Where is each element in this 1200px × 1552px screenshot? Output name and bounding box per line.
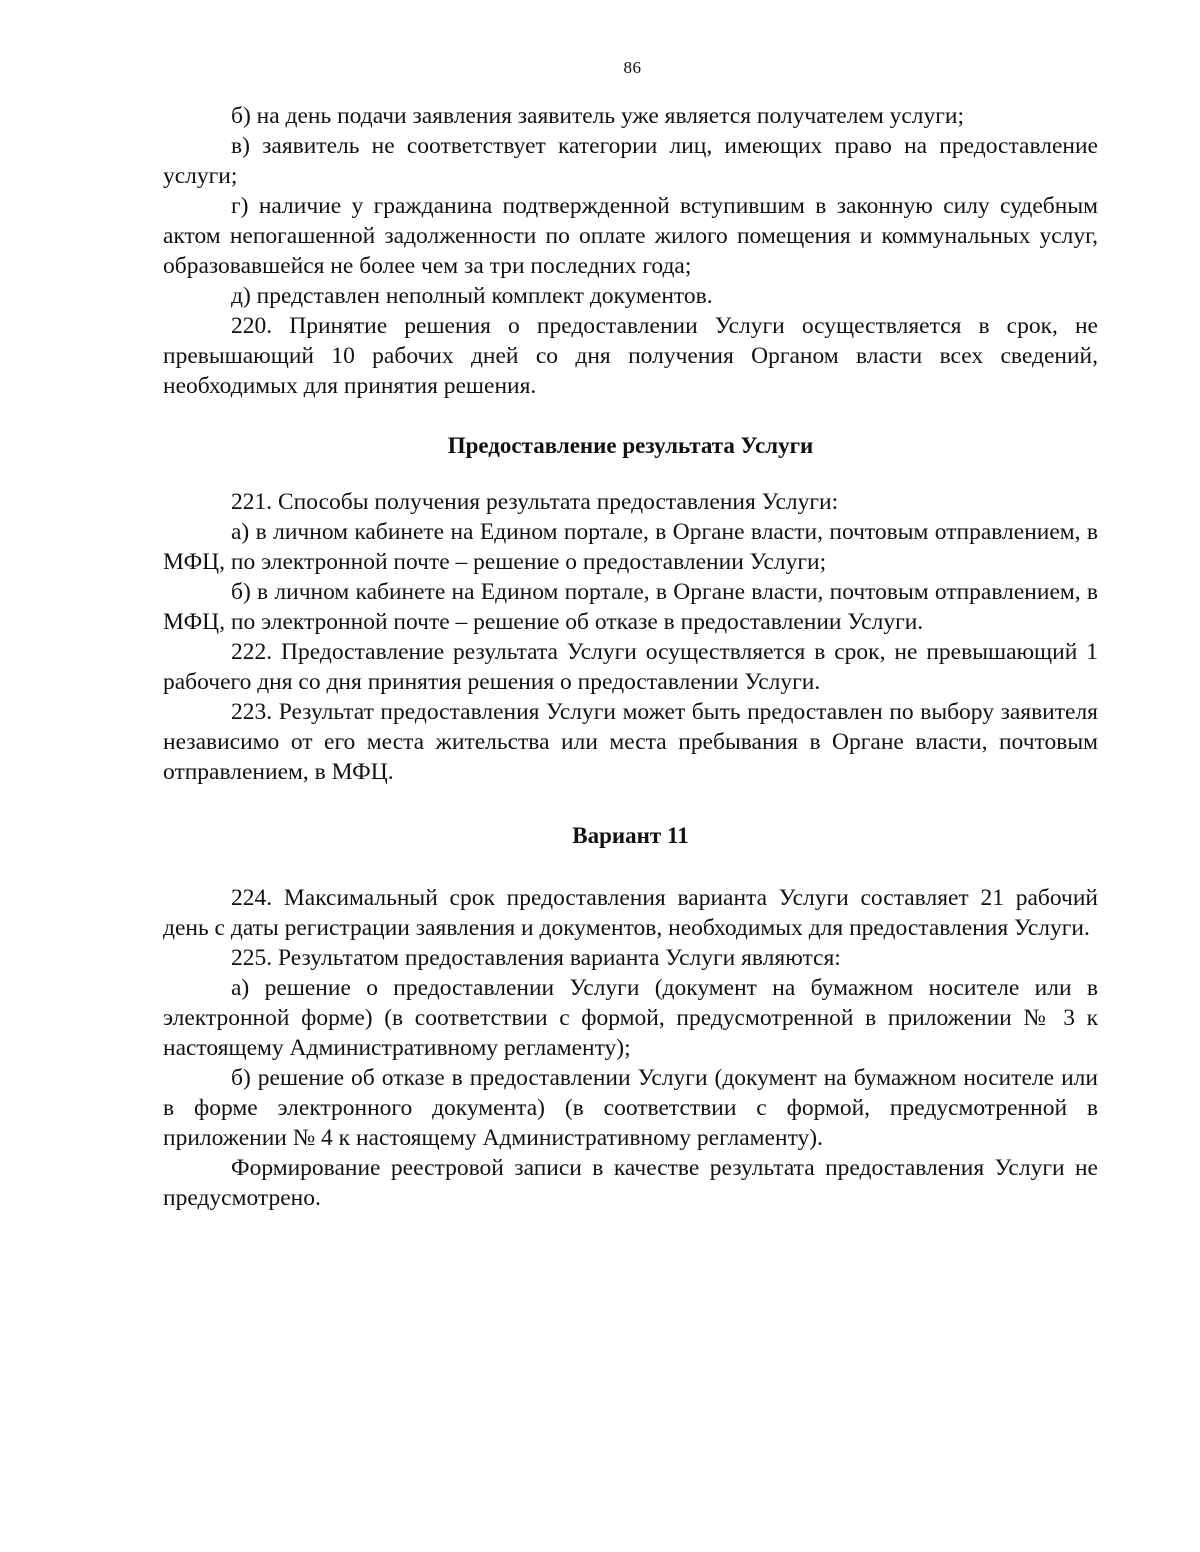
paragraph: г) наличие у гражданина подтвержденной вступившим в законную силу судебным актом непогашенной задолженности по оплате жилого помещения и коммунальных услуг, образовавшейся не более чем за три последних года; (163, 193, 1098, 279)
paragraph: б) решение об отказе в предоставлении Услуги (документ на бумажном носителе или в форме электронного документа) (в соответствии с формой, предусмотренной в приложении № 4 к настоящему Административному регламенту). (163, 1065, 1098, 1151)
section-heading: Вариант 11 (572, 823, 689, 848)
document-body (163, 101, 1098, 1213)
paragraph: д) представлен неполный комплект документов. (231, 283, 713, 309)
paragraph: 225. Результатом предоставления варианта Услуги являются: (231, 945, 841, 971)
paragraph: 220. Принятие решения о предоставлении Услуги осуществляется в срок, не превышающий 10 рабочих дней со дня получения Органом власти всех сведений, необходимых для принятия решения. (163, 313, 1098, 399)
paragraph: б) в личном кабинете на Едином портале, в Органе власти, почтовым отправлением, в МФЦ, по электронной почте – решение об отказе в предоставлении Услуги. (163, 579, 1098, 635)
paragraph: Формирование реестровой записи в качестве результата предоставления Услуги не предусмотрено. (163, 1155, 1098, 1211)
paragraph: 224. Максимальный срок предоставления варианта Услуги составляет 21 рабочий день с даты регистрации заявления и документов, необходимых для предоставления Услуги. (163, 885, 1098, 941)
paragraph: 223. Результат предоставления Услуги может быть предоставлен по выбору заявителя независимо от его места жительства или места пребывания в Органе власти, почтовым отправлением, в МФЦ. (163, 699, 1098, 785)
paragraph: 222. Предоставление результата Услуги осуществляется в срок, не превышающий 1 рабочего дня со дня принятия решения о предоставлении Услуги. (163, 639, 1098, 695)
paragraph: а) решение о предоставлении Услуги (документ на бумажном носителе или в электронной форме) (в соответствии с формой, предусмотренной в приложении № 3 к настоящему Административному регламенту); (163, 975, 1098, 1061)
page-number: 86 (623, 58, 642, 77)
section-heading: Предоставление результата Услуги (447, 433, 814, 458)
paragraph: в) заявитель не соответствует категории лиц, имеющих право на предоставление услуги; (163, 133, 1098, 189)
paragraph: а) в личном кабинете на Едином портале, в Органе власти, почтовым отправлением, в МФЦ, по электронной почте – решение о предоставлении Услуги; (163, 519, 1098, 575)
paragraph: 221. Способы получения результата предоставления Услуги: (231, 489, 839, 515)
paragraph: б) на день подачи заявления заявитель уже является получателем услуги; (231, 103, 965, 129)
